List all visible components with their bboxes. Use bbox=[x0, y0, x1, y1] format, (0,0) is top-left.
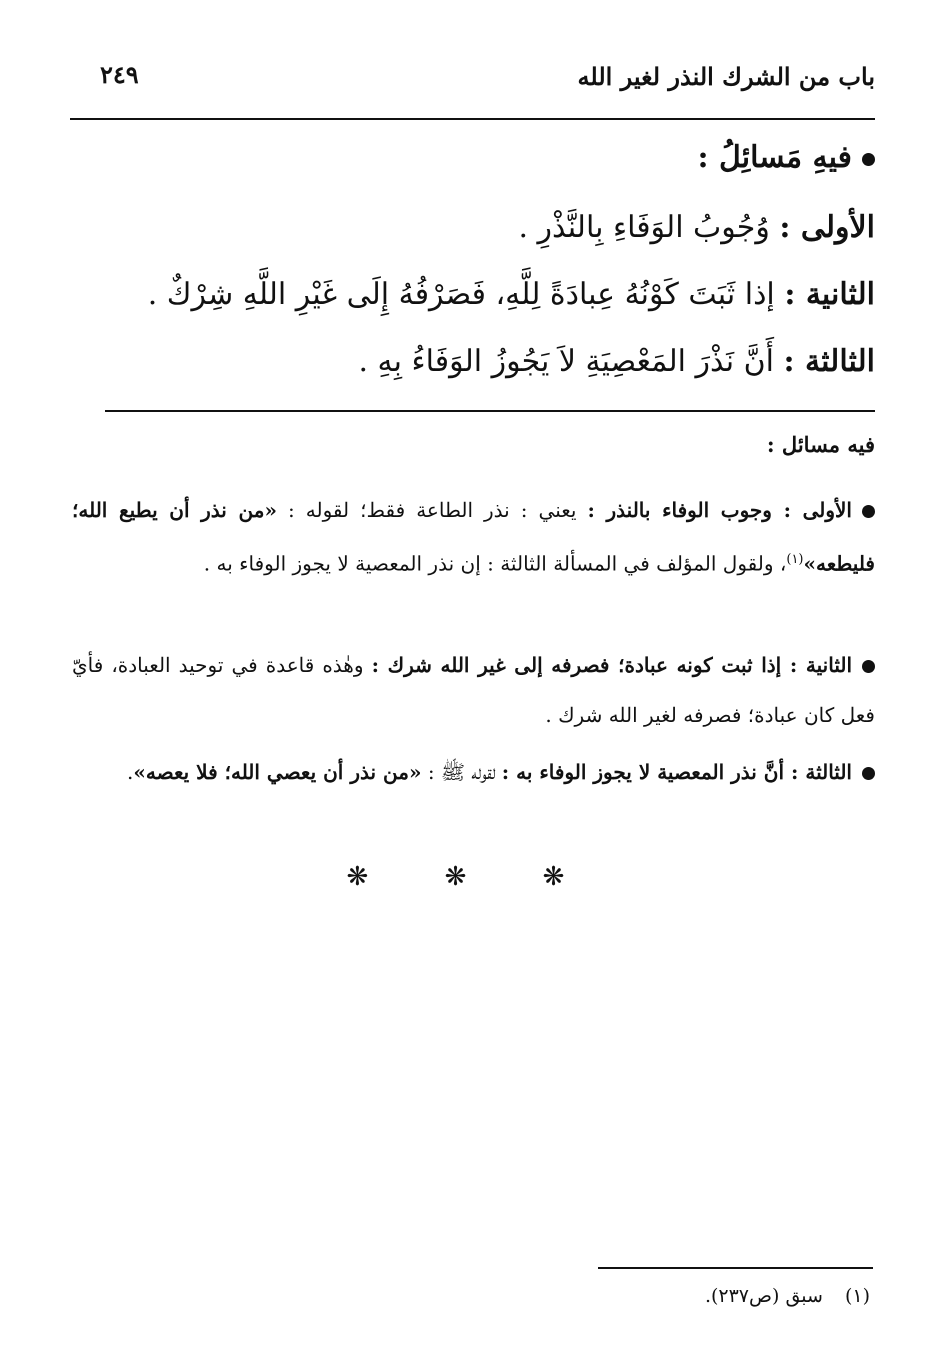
matn-item-label: الثانية : bbox=[784, 277, 875, 312]
matn-heading: فيهِ مَسائِلُ : bbox=[95, 140, 875, 175]
hadith-quote: «من نذر أن يعصي الله؛ فلا يعصه» bbox=[133, 760, 422, 784]
page-number: ٢٤٩ bbox=[100, 60, 139, 89]
footnote-number: (١) bbox=[844, 1285, 870, 1307]
footnote-rule bbox=[598, 1267, 873, 1269]
section-separator-stars: ❋ ❋ ❋ bbox=[346, 862, 599, 892]
sharh-paragraph-2: الثانية : إذا ثبت كونه عبادة؛ فصرفه إلى غير الله شرك : وهٰذه قاعدة في توحيد العبادة، فأيّ فعل كان عبادة؛ فصرفه لغير الله شرك . bbox=[72, 653, 875, 727]
footnote-ref: (١) bbox=[786, 552, 804, 567]
chapter-title: باب من الشرك النذر لغير الله bbox=[577, 62, 875, 91]
bullet-icon bbox=[862, 153, 875, 166]
bullet-icon bbox=[862, 505, 875, 518]
footnote bbox=[705, 1285, 870, 1307]
sharh-paragraph-1: الأولى : وجوب الوفاء بالنذر : يعني : نذر الطاعة فقط؛ لقوله : «من نذر أن يطيع الله؛ فليطعه»$^{(١)}$، ولقول المؤلف في المسألة الثالثة : إن نذر المعصية لا يجوز الوفاء به . bbox=[72, 498, 875, 576]
matn-item-text: وُجُوبُ الوَفَاءِ بِالنَّذْرِ . bbox=[518, 210, 770, 245]
header-rule bbox=[70, 118, 875, 120]
matn-item-text: إذا ثَبَتَ كَوْنُهُ عِبادَةً لِلَّهِ، فَصَرْفُهُ إِلَى غَيْرِ اللَّهِ شِرْكٌ . bbox=[147, 277, 775, 312]
matn-separator-rule bbox=[105, 410, 875, 412]
matn-item-2 bbox=[95, 277, 875, 312]
matn-item-1 bbox=[95, 210, 875, 245]
matn-item-label: الثالثة : bbox=[783, 344, 875, 379]
hadith-quote: «من نذر أن يطيع الله؛ فليطعه» bbox=[72, 498, 875, 576]
matn-item-3 bbox=[95, 344, 875, 379]
matn-item-text: أَنَّ نَذْرَ المَعْصِيَةِ لاَ يَجُوزُ الوَفَاءُ بِهِ . bbox=[358, 344, 774, 379]
bullet-icon bbox=[862, 660, 875, 673]
matn-item-label: الأولى : bbox=[779, 210, 875, 245]
sharh-heading: فيه مسائل : bbox=[766, 432, 875, 457]
bullet-icon bbox=[862, 767, 875, 780]
sharh-paragraph-3: الثالثة : أنَّ نذر المعصية لا يجوز الوفاء به : لقوله ﷺ : «من نذر أن يعصي الله؛ فلا يعصه». bbox=[72, 747, 875, 797]
footnote-text: سبق (ص٢٣٧). bbox=[704, 1285, 823, 1307]
